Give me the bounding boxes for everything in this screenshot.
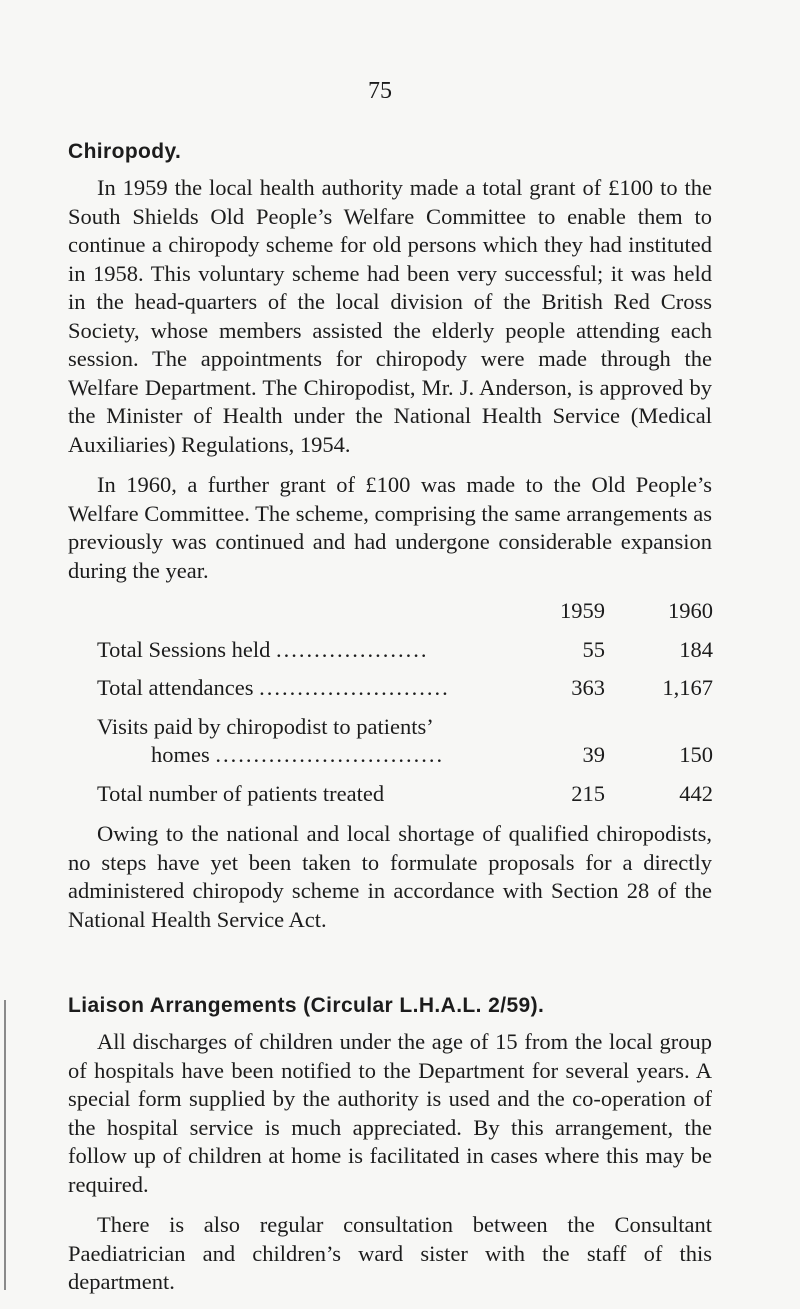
paragraph: All discharges of children under the age of 15 from the local group of hospitals have been notified to the Department for several years. A special form supplied by the authority is used and the co-operation of the hospital service is much appreciated. By this arrangement, the follow up of children at home is facilitated in cases where this may be required.: [68, 1029, 712, 1197]
table-row: [97, 626, 713, 665]
table-row: [97, 664, 713, 703]
row-label: homes: [151, 742, 210, 767]
table-header-row: [97, 597, 713, 626]
paragraph: There is also regular consultation between the Consultant Paediatrician and children’s ward sister with the staff of this department.: [68, 1212, 712, 1294]
table-row: [97, 770, 713, 809]
row-label: Total Sessions held: [97, 636, 271, 662]
value-1959: 363: [571, 675, 605, 700]
paragraph: Owing to the national and local shortage of qualified chiropodists, no steps have yet been taken to formulate proposals for a directly administered chiropody scheme in accordance with Section 28 of the National Health Service Act.: [68, 821, 712, 932]
page-content: [68, 140, 712, 1309]
section-heading-liaison: Liaison Arrangements (Circular L.H.A.L. 2/59).: [68, 994, 545, 1017]
value-1960: 150: [679, 742, 713, 767]
column-header-1960: 1960: [668, 598, 713, 623]
value-1960: 184: [679, 636, 713, 662]
leader-dots: ....................: [276, 636, 429, 662]
value-1959: 215: [571, 780, 605, 806]
value-1960: 442: [679, 780, 713, 806]
section-heading-chiropody: Chiropody.: [68, 140, 182, 163]
leader-dots: .........................: [259, 675, 450, 700]
chiropody-statistics-table: [97, 597, 713, 808]
table-row: [97, 741, 713, 770]
page-number: 75: [368, 78, 392, 104]
table-row: [97, 703, 713, 742]
paragraph: In 1959 the local health authority made a total grant of £100 to the South Shields Old People’s Welfare Committee to enable them to continue a chiropody scheme for old persons which they had instituted in 1958. This voluntary scheme had been very successful; it was held in the head-quarters of the local division of the British Red Cross Society, whose members assisted the elderly people attending each session. The appointments for chiropody were made through the Welfare Department. The Chiropodist, Mr. J. Anderson, is approved by the Minister of Health under the National Health Service (Medical Auxiliaries) Regulations, 1954.: [68, 175, 712, 457]
row-label: Total attendances: [97, 675, 254, 700]
value-1960: 1,167: [662, 675, 713, 700]
leader-dots: ..............................: [215, 742, 445, 767]
column-header-1959: 1959: [560, 598, 605, 623]
value-1959: 55: [582, 636, 605, 662]
value-1959: 39: [582, 742, 605, 767]
row-label: Visits paid by chiropodist to patients’: [97, 713, 434, 739]
paragraph: In 1960, a further grant of £100 was made to the Old People’s Welfare Committee. The scheme, comprising the same arrangements as previously was continued and had undergone considerable expansion during the year.: [68, 472, 712, 583]
row-label: Total number of patients treated: [97, 780, 385, 806]
scan-edge-line: [4, 1000, 6, 1290]
